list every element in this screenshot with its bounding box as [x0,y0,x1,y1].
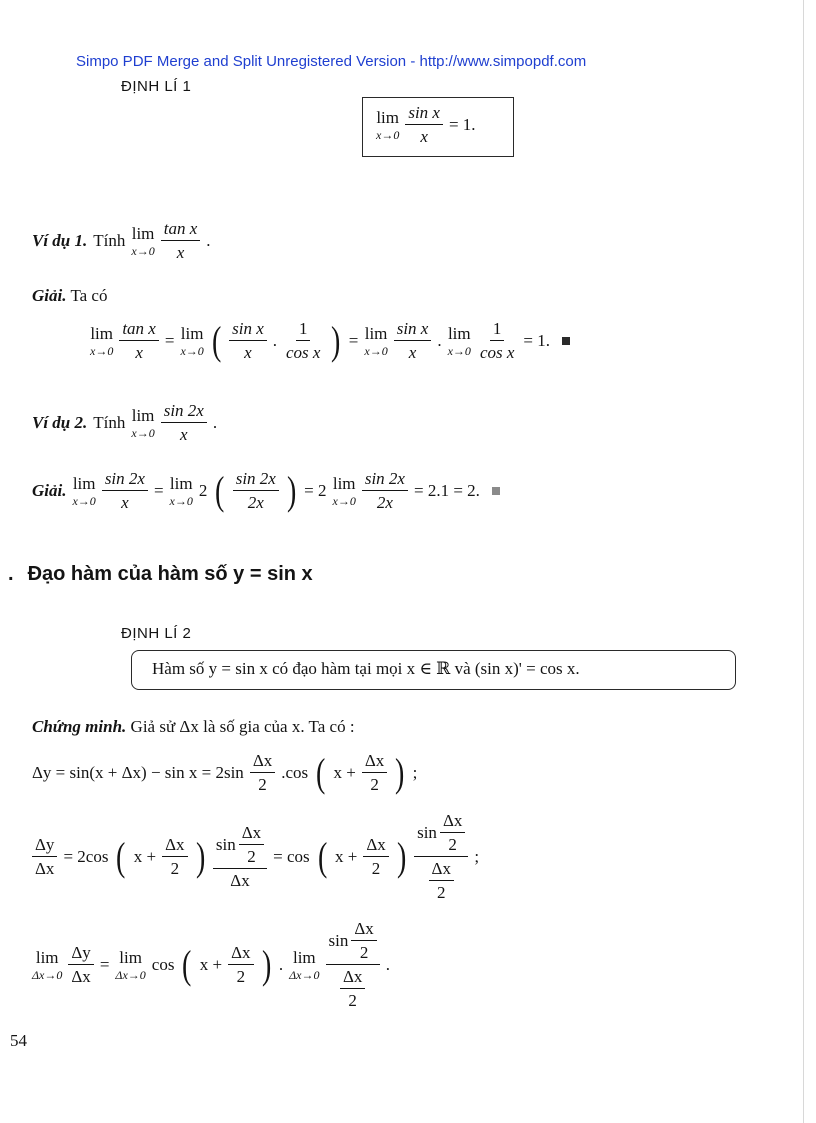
section-heading [8,563,313,586]
limit-operator: lim x→0 [131,405,155,440]
fraction: $\frac{\Delta x}{2}$ [162,836,187,877]
fraction: $\frac{\Delta x}{2}$ [363,836,388,877]
fraction: $\frac{\sin 2x}{x}$ [102,470,148,511]
theorem-2-title: ĐỊNH LÍ 2 [121,625,192,642]
fraction: $\frac{\Delta x}{2}$ [228,944,253,985]
theorem-2-statement: Hàm số y = sin x có đạo hàm tại mọi x ∈ ℝ và (sin x)' = cos x. [152,659,580,678]
limit-operator: lim x→0 [376,107,400,142]
fraction: sin $\frac{\Delta x}{2}$ $\frac{\Delta x}{2}$ [414,812,468,901]
fraction: $\frac{\text{sin x}}{x}$ [405,104,443,145]
section-title: Đạo hàm của hàm số y = sin x [27,563,313,585]
watermark-banner: Simpo PDF Merge and Split Unregistered Version - http://www.simpopdf.com [76,53,587,70]
page-number: 54 [10,1031,27,1050]
solution-1-formula: lim x→0 $\frac{\text{tan x}}{x}$ = lim x→0 ( $\frac{\text{sin x}}{x}$ . $\frac{1}{\text{cos x}}$ ) = lim x→0 $\frac{\text{sin x}}{x}$ . lim x→0 $\frac{1}{\text{cos x}}$ = 1. [90,320,570,361]
fraction: $\frac{\Delta y}{\Delta x}$ [32,836,57,877]
fraction: $\frac{\Delta y}{\Delta x}$ [68,944,93,985]
fraction: $\frac{\Delta x}{2}$ [250,752,275,793]
limit-operator: lim x→0 [180,323,204,358]
fraction: $\frac{1}{\text{cos x}}$ [286,319,321,362]
fraction: sin $\frac{\Delta x}{2}$ Δx [213,824,267,889]
limit-operator: lim Δx→0 [289,947,320,982]
end-of-proof-icon [562,337,570,345]
example-1: Ví dụ 1. Tính lim x→0 $\frac{\text{tan x}}{x}$ . [32,219,211,262]
theorem-1-title: ĐỊNH LÍ 1 [121,78,192,95]
fraction: $\frac{\sin 2x}{x}$ [161,402,207,443]
fraction: $\frac{\text{tan x}}{x}$ [119,320,159,361]
proof-intro: Chứng minh. Giả sử Δx là số gia của x. Ta có : [32,717,355,736]
limit-operator: lim x→0 [72,473,96,508]
proof-line-2: $\frac{\Delta y}{\Delta x}$ = 2cos ( x + $\frac{\Delta x}{2}$ ) sin $\frac{\Delta x}{2}$ Δx = cos ( x + $\frac{\Delta x}{2}$ ) sin $\frac{\Delta x}{2}$ $\frac{\Delta x}{2}$ ; [32,812,479,901]
fraction: $\frac{\text{sin x}}{x}$ [229,320,267,361]
fraction: $\frac{\Delta x}{2}$ [362,752,387,793]
example-2-label: Ví dụ 2. [32,413,88,432]
limit-operator: lim x→0 [90,323,114,358]
fraction: $\frac{\text{sin x}}{x}$ [394,320,432,361]
proof-line-3: lim Δx→0 $\frac{\Delta y}{\Delta x}$ = lim Δx→0 cos ( x + $\frac{\Delta x}{2}$ ) . lim Δx→0 sin $\frac{\Delta x}{2}$ $\frac{\Delta x}{2}$ . [32,919,391,1010]
fraction: $\frac{1}{\text{cos x}}$ [479,319,515,362]
proof-line-1: Δy = sin(x + Δx) − sin x = 2sin $\frac{\Delta x}{2}$ .cos ( x + $\frac{\Delta x}{2}$ ) ; [32,749,418,795]
limit-operator: lim Δx→0 [115,947,146,982]
example-1-label: Ví dụ 1. [32,231,88,250]
fraction: $\frac{\sin 2x}{2x}$ [233,470,279,511]
scan-edge-line [803,0,804,1123]
limit-operator: lim x→0 [447,323,471,358]
solution-2: Giải. lim x→0 $\frac{\sin 2x}{x}$ = lim x→0 2 ( $\frac{\sin 2x}{2x}$ ) = 2 lim x→0 $\frac{\sin 2x}{2x}$ = 2.1 = 2. [32,470,500,511]
end-of-proof-icon [492,487,500,495]
fraction: $\frac{\sin 2x}{2x}$ [362,470,408,511]
fraction: $\frac{\text{tan x}}{x}$ [161,220,201,261]
limit-operator: lim x→0 [364,323,388,358]
limit-operator: lim Δx→0 [32,947,63,982]
limit-operator: lim x→0 [131,223,155,258]
limit-operator: lim x→0 [169,473,193,508]
solution-1-heading: Giải. Ta có [32,286,108,305]
theorem-1-formula: lim x→0 $\frac{\text{sin x}}{x}$ = 1. [376,103,476,146]
section-bullet: . [8,563,14,585]
limit-operator: lim x→0 [332,473,356,508]
proof-label: Chứng minh. [32,717,127,736]
example-2: Ví dụ 2. Tính lim x→0 $\frac{\sin 2x}{x}$ . [32,401,218,444]
fraction: sin $\frac{\Delta x}{2}$ $\frac{\Delta x}{2}$ [326,920,380,1009]
